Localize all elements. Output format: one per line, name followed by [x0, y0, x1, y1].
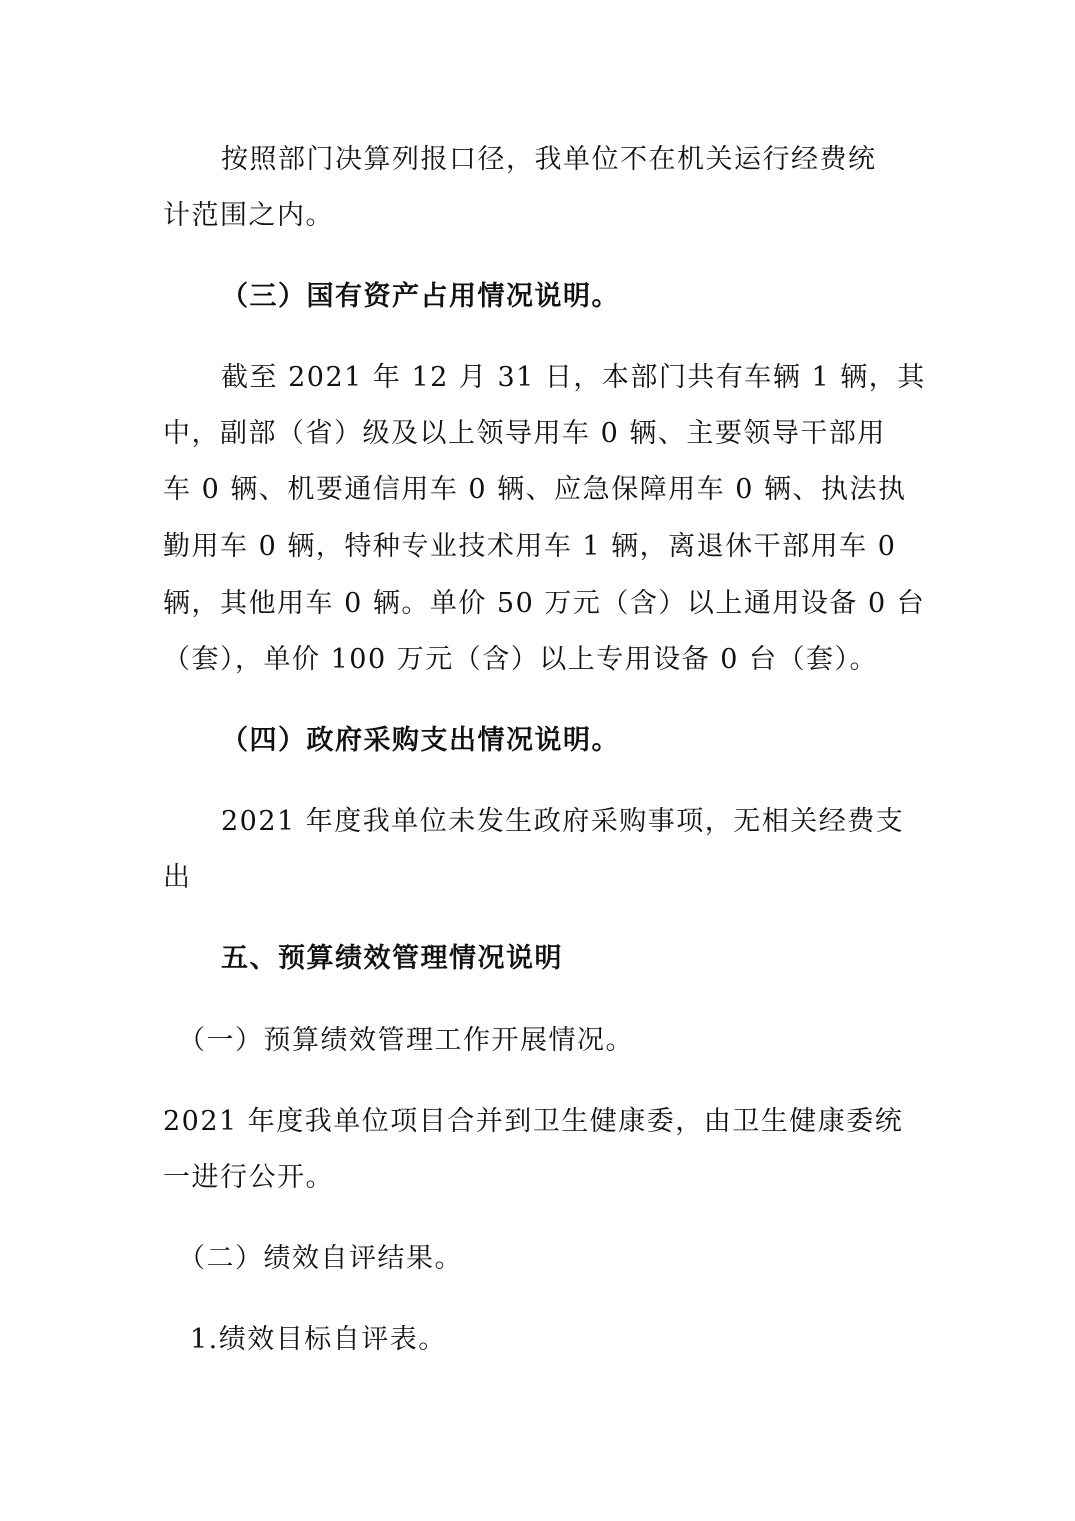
subsection-heading: （一）预算绩效管理工作开展情况。	[178, 1025, 634, 1056]
paragraph-line: 2021 年度我单位未发生政府采购事项，无相关经费支	[221, 806, 905, 837]
paragraph-line: 车 0 辆、机要通信用车 0 辆、应急保障用车 0 辆、执法执	[163, 474, 907, 505]
paragraph-line: 2021 年度我单位项目合并到卫生健康委，由卫生健康委统	[163, 1106, 904, 1137]
paragraph-line: 计范围之内。	[163, 200, 334, 231]
list-item: 1.绩效目标自评表。	[190, 1324, 447, 1355]
paragraph-line: 截至 2021 年 12 月 31 日，本部门共有车辆 1 辆，其	[221, 362, 926, 393]
paragraph-line: （套），单价 100 万元（含）以上专用设备 0 台（套）。	[163, 644, 879, 675]
paragraph-line: 出	[163, 862, 192, 893]
paragraph-line: 按照部门决算列报口径，我单位不在机关运行经费统	[221, 144, 877, 175]
section-heading: （四）政府采购支出情况说明。	[221, 725, 620, 756]
paragraph-line: 中，副部（省）级及以上领导用车 0 辆、主要领导干部用	[163, 418, 886, 449]
subsection-heading: （二）绩效自评结果。	[178, 1243, 463, 1274]
chapter-heading: 五、预算绩效管理情况说明	[221, 943, 563, 974]
section-heading: （三）国有资产占用情况说明。	[221, 281, 620, 312]
paragraph-line: 一进行公开。	[163, 1162, 334, 1193]
paragraph-line: 辆，其他用车 0 辆。单价 50 万元（含）以上通用设备 0 台	[163, 588, 926, 619]
paragraph-line: 勤用车 0 辆，特种专业技术用车 1 辆，离退休干部用车 0	[163, 531, 897, 562]
